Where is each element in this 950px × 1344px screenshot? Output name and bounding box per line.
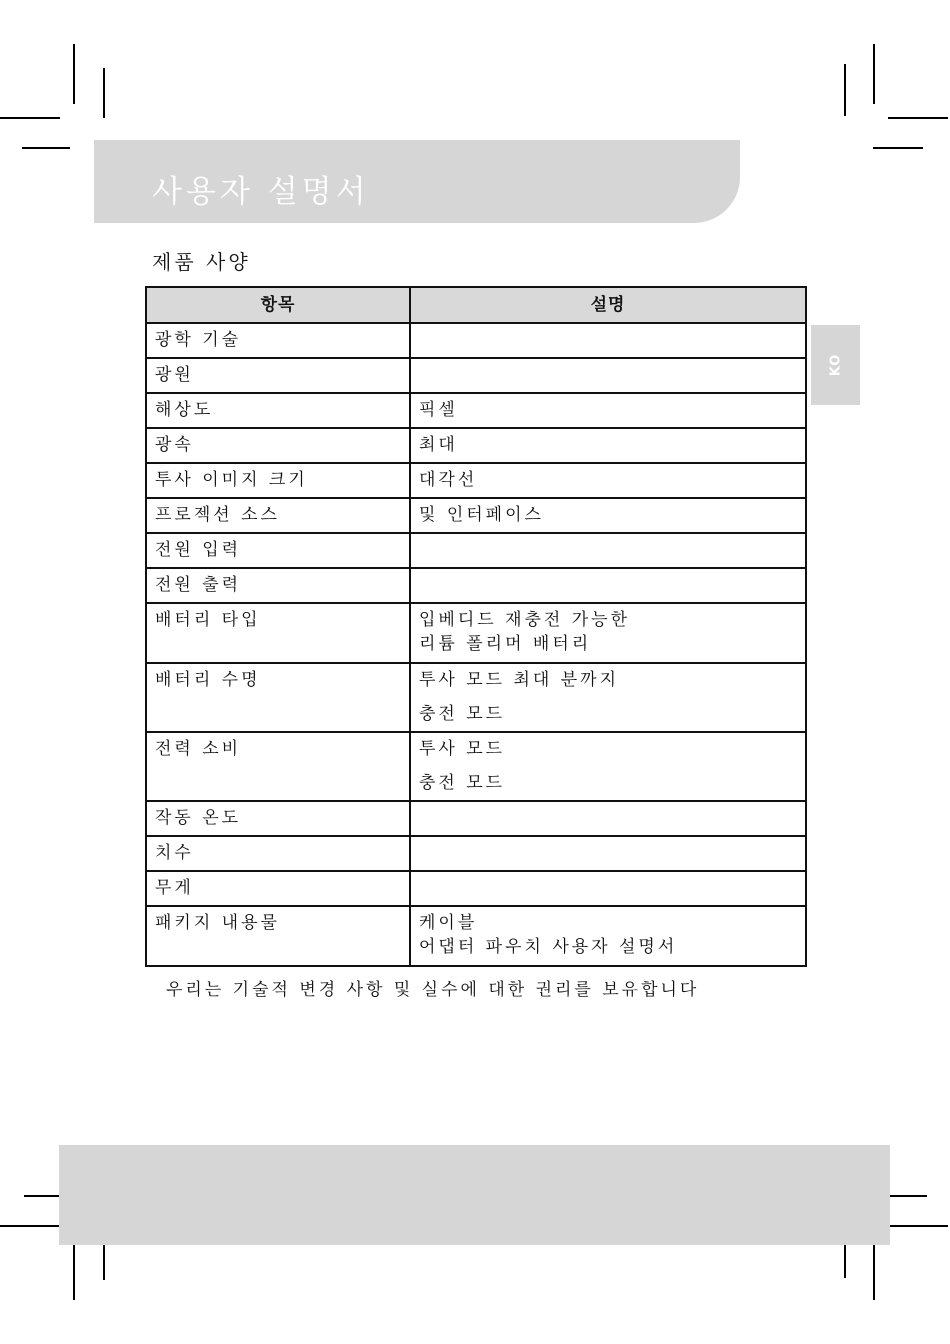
row-item: 치수 bbox=[146, 836, 410, 871]
row-desc-line: 리튬 폴리머 배터리 bbox=[419, 634, 592, 654]
row-desc bbox=[410, 663, 806, 732]
table-row bbox=[146, 836, 806, 871]
row-desc bbox=[410, 906, 806, 966]
row-item: 광원 bbox=[146, 358, 410, 393]
row-item: 광학 기술 bbox=[146, 323, 410, 358]
row-desc bbox=[410, 801, 806, 836]
table-row bbox=[146, 732, 806, 801]
row-desc: 대각선 bbox=[410, 463, 806, 498]
language-tab-label: KO bbox=[828, 353, 843, 377]
row-desc bbox=[410, 533, 806, 568]
spec-table bbox=[145, 286, 807, 967]
table-row bbox=[146, 428, 806, 463]
row-item: 광속 bbox=[146, 428, 410, 463]
footnote: 우리는 기술적 변경 사항 및 실수에 대한 권리를 보유합니다 bbox=[166, 980, 700, 1000]
row-item: 전원 출력 bbox=[146, 568, 410, 603]
row-item: 배터리 수명 bbox=[146, 663, 410, 732]
row-desc: 및 인터페이스 bbox=[410, 498, 806, 533]
row-item: 무게 bbox=[146, 871, 410, 906]
row-desc-line: 충전 모드 bbox=[419, 773, 506, 793]
crop-mark bbox=[873, 44, 875, 104]
crop-mark bbox=[888, 117, 948, 119]
row-desc bbox=[410, 836, 806, 871]
crop-mark bbox=[0, 1225, 60, 1227]
crop-mark bbox=[73, 1240, 75, 1300]
table-row bbox=[146, 568, 806, 603]
row-desc bbox=[410, 871, 806, 906]
row-desc bbox=[410, 323, 806, 358]
page-title: 사용자 설명서 bbox=[152, 174, 370, 210]
table-header-row bbox=[146, 287, 806, 323]
section-title: 제품 사양 bbox=[152, 250, 251, 274]
crop-mark bbox=[0, 117, 60, 119]
row-desc-line: 투사 모드 bbox=[419, 739, 506, 759]
crop-mark bbox=[73, 44, 75, 104]
crop-mark bbox=[873, 147, 923, 149]
row-item: 작동 온도 bbox=[146, 801, 410, 836]
row-item: 전원 입력 bbox=[146, 533, 410, 568]
header-item: 항목 bbox=[146, 287, 410, 323]
row-item: 프로젝션 소스 bbox=[146, 498, 410, 533]
row-item: 투사 이미지 크기 bbox=[146, 463, 410, 498]
row-desc bbox=[410, 568, 806, 603]
table-row bbox=[146, 498, 806, 533]
crop-mark bbox=[873, 1240, 875, 1300]
crop-mark bbox=[22, 147, 70, 149]
row-item: 전력 소비 bbox=[146, 732, 410, 801]
table-row bbox=[146, 393, 806, 428]
row-desc-line: 어댑터 파우치 사용자 설명서 bbox=[419, 937, 678, 957]
row-desc: 픽셀 bbox=[410, 393, 806, 428]
row-desc-line: 입베디드 재충전 가능한 bbox=[419, 610, 631, 630]
row-desc: 최대 bbox=[410, 428, 806, 463]
row-desc-line: 충전 모드 bbox=[419, 704, 506, 724]
crop-mark bbox=[103, 68, 105, 118]
row-desc bbox=[410, 732, 806, 801]
row-item: 해상도 bbox=[146, 393, 410, 428]
row-desc bbox=[410, 358, 806, 393]
table-row bbox=[146, 463, 806, 498]
table-row bbox=[146, 533, 806, 568]
footer-band bbox=[59, 1145, 890, 1245]
table-row bbox=[146, 906, 806, 966]
table-row bbox=[146, 323, 806, 358]
language-tab bbox=[811, 325, 860, 405]
row-desc-line: 투사 모드 최대 분까지 bbox=[419, 670, 620, 690]
row-desc bbox=[410, 603, 806, 663]
table-row bbox=[146, 358, 806, 393]
table-row bbox=[146, 801, 806, 836]
table-row bbox=[146, 603, 806, 663]
table-row bbox=[146, 663, 806, 732]
table-row bbox=[146, 871, 806, 906]
row-desc-line: 케이블 bbox=[419, 913, 478, 933]
row-item: 패키지 내용물 bbox=[146, 906, 410, 966]
row-item: 배터리 타입 bbox=[146, 603, 410, 663]
crop-mark bbox=[844, 64, 846, 116]
header-desc: 설명 bbox=[410, 287, 806, 323]
crop-mark bbox=[888, 1225, 948, 1227]
